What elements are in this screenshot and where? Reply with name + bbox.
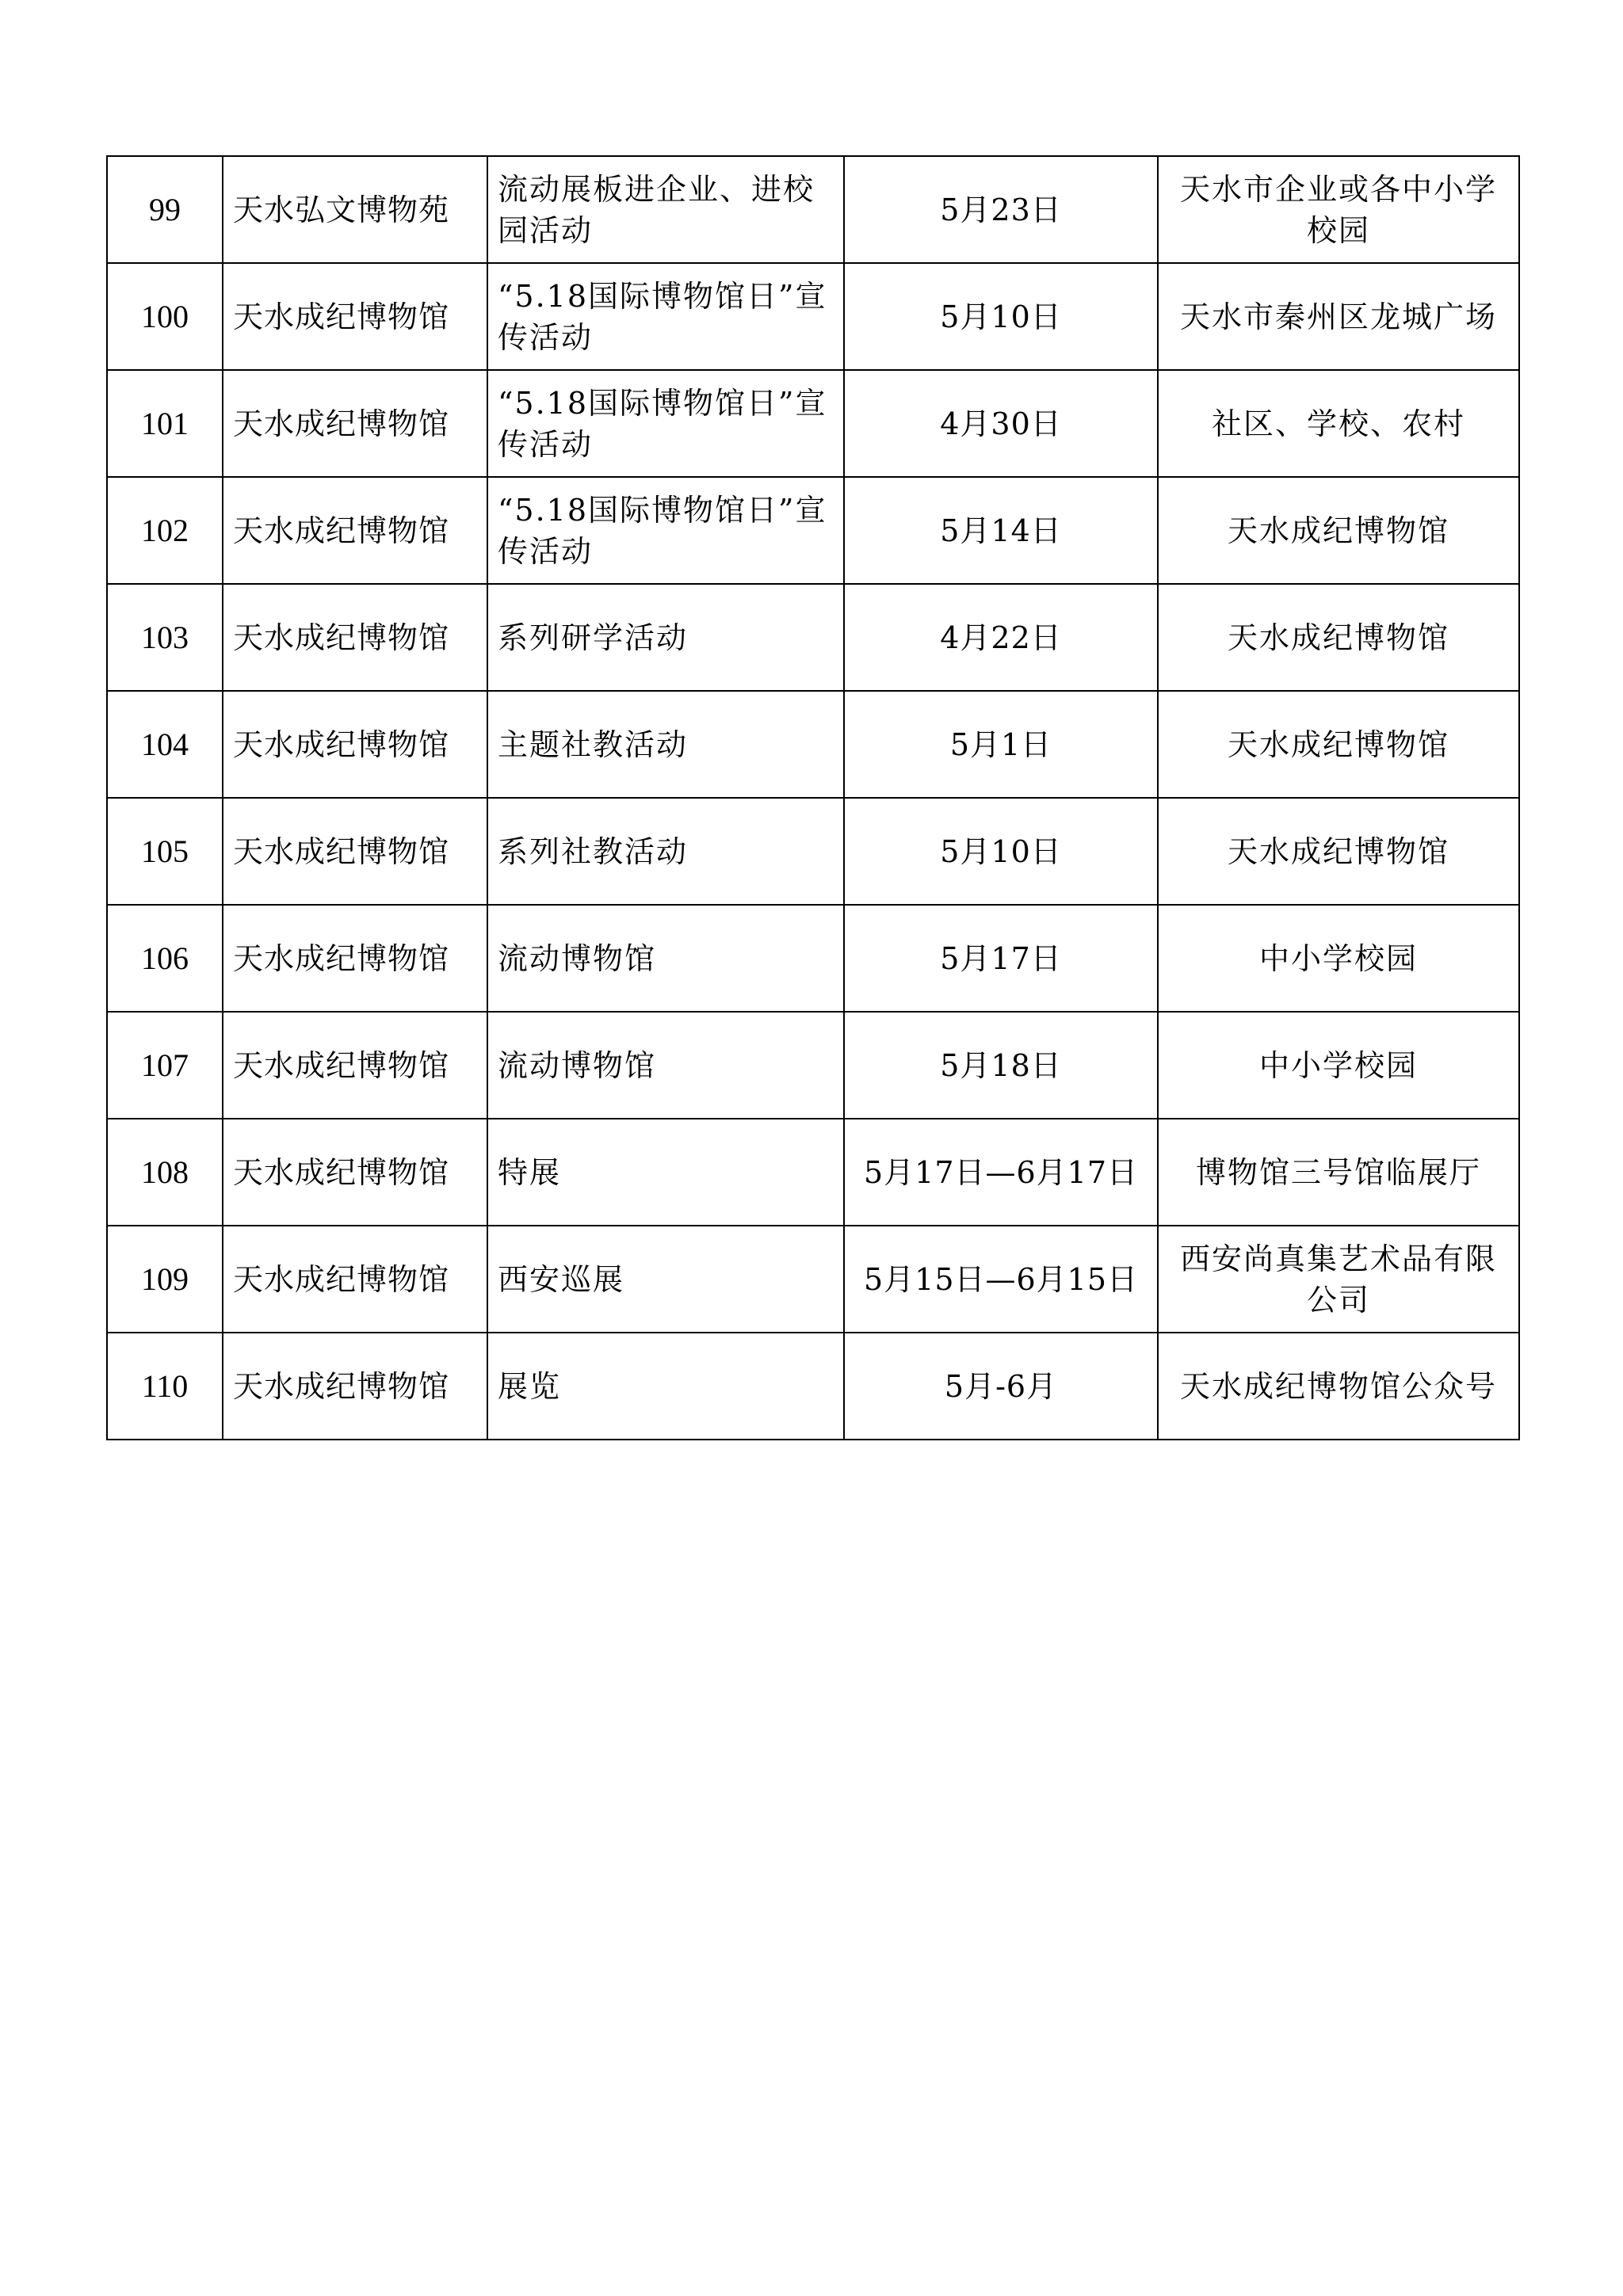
activity-schedule-table — [106, 155, 1520, 1440]
table-row — [107, 584, 1519, 691]
cell-organizer: 天水成纪博物馆 — [223, 584, 487, 691]
cell-date: 5月1日 — [844, 691, 1158, 798]
cell-organizer: 天水成纪博物馆 — [223, 1333, 487, 1440]
cell-number: 107 — [107, 1012, 223, 1119]
cell-activity: 主题社教活动 — [487, 691, 844, 798]
cell-location: 中小学校园 — [1158, 1012, 1519, 1119]
cell-activity: “5.18国际博物馆日”宣传活动 — [487, 263, 844, 370]
cell-location: 天水成纪博物馆 — [1158, 584, 1519, 691]
table-row — [107, 905, 1519, 1012]
cell-organizer: 天水弘文博物苑 — [223, 156, 487, 263]
cell-activity: 系列研学活动 — [487, 584, 844, 691]
cell-date: 5月17日 — [844, 905, 1158, 1012]
cell-organizer: 天水成纪博物馆 — [223, 1226, 487, 1333]
cell-number: 108 — [107, 1119, 223, 1226]
cell-date: 5月-6月 — [844, 1333, 1158, 1440]
cell-number: 104 — [107, 691, 223, 798]
cell-date: 5月17日—6月17日 — [844, 1119, 1158, 1226]
cell-organizer: 天水成纪博物馆 — [223, 691, 487, 798]
table-row — [107, 1226, 1519, 1333]
cell-activity: 特展 — [487, 1119, 844, 1226]
cell-number: 102 — [107, 477, 223, 584]
cell-location: 天水成纪博物馆公众号 — [1158, 1333, 1519, 1440]
cell-location: 天水市秦州区龙城广场 — [1158, 263, 1519, 370]
cell-date: 5月10日 — [844, 263, 1158, 370]
cell-number: 100 — [107, 263, 223, 370]
cell-organizer: 天水成纪博物馆 — [223, 370, 487, 477]
cell-date: 4月30日 — [844, 370, 1158, 477]
cell-location: 博物馆三号馆临展厅 — [1158, 1119, 1519, 1226]
table-row — [107, 798, 1519, 905]
table-row — [107, 1012, 1519, 1119]
cell-number: 103 — [107, 584, 223, 691]
cell-location: 天水成纪博物馆 — [1158, 477, 1519, 584]
cell-activity: “5.18国际博物馆日”宣传活动 — [487, 370, 844, 477]
cell-number: 110 — [107, 1333, 223, 1440]
cell-date: 5月14日 — [844, 477, 1158, 584]
cell-activity: 系列社教活动 — [487, 798, 844, 905]
table-row — [107, 156, 1519, 263]
cell-activity: 西安巡展 — [487, 1226, 844, 1333]
cell-organizer: 天水成纪博物馆 — [223, 905, 487, 1012]
table-row — [107, 1333, 1519, 1440]
cell-activity: 流动博物馆 — [487, 1012, 844, 1119]
cell-activity: “5.18国际博物馆日”宣传活动 — [487, 477, 844, 584]
cell-organizer: 天水成纪博物馆 — [223, 477, 487, 584]
table-row — [107, 370, 1519, 477]
cell-location: 西安尚真集艺术品有限公司 — [1158, 1226, 1519, 1333]
cell-number: 109 — [107, 1226, 223, 1333]
cell-number: 99 — [107, 156, 223, 263]
cell-location: 中小学校园 — [1158, 905, 1519, 1012]
cell-location: 天水成纪博物馆 — [1158, 691, 1519, 798]
cell-date: 5月10日 — [844, 798, 1158, 905]
cell-location: 天水市企业或各中小学校园 — [1158, 156, 1519, 263]
cell-number: 101 — [107, 370, 223, 477]
cell-location: 社区、学校、农村 — [1158, 370, 1519, 477]
table-row — [107, 691, 1519, 798]
cell-number: 105 — [107, 798, 223, 905]
cell-date: 4月22日 — [844, 584, 1158, 691]
cell-date: 5月15日—6月15日 — [844, 1226, 1158, 1333]
cell-activity: 流动博物馆 — [487, 905, 844, 1012]
cell-organizer: 天水成纪博物馆 — [223, 1012, 487, 1119]
cell-organizer: 天水成纪博物馆 — [223, 798, 487, 905]
cell-number: 106 — [107, 905, 223, 1012]
table-row — [107, 263, 1519, 370]
cell-date: 5月23日 — [844, 156, 1158, 263]
cell-activity: 展览 — [487, 1333, 844, 1440]
table-row — [107, 477, 1519, 584]
cell-location: 天水成纪博物馆 — [1158, 798, 1519, 905]
table-row — [107, 1119, 1519, 1226]
cell-organizer: 天水成纪博物馆 — [223, 1119, 487, 1226]
cell-date: 5月18日 — [844, 1012, 1158, 1119]
cell-organizer: 天水成纪博物馆 — [223, 263, 487, 370]
cell-activity: 流动展板进企业、进校园活动 — [487, 156, 844, 263]
